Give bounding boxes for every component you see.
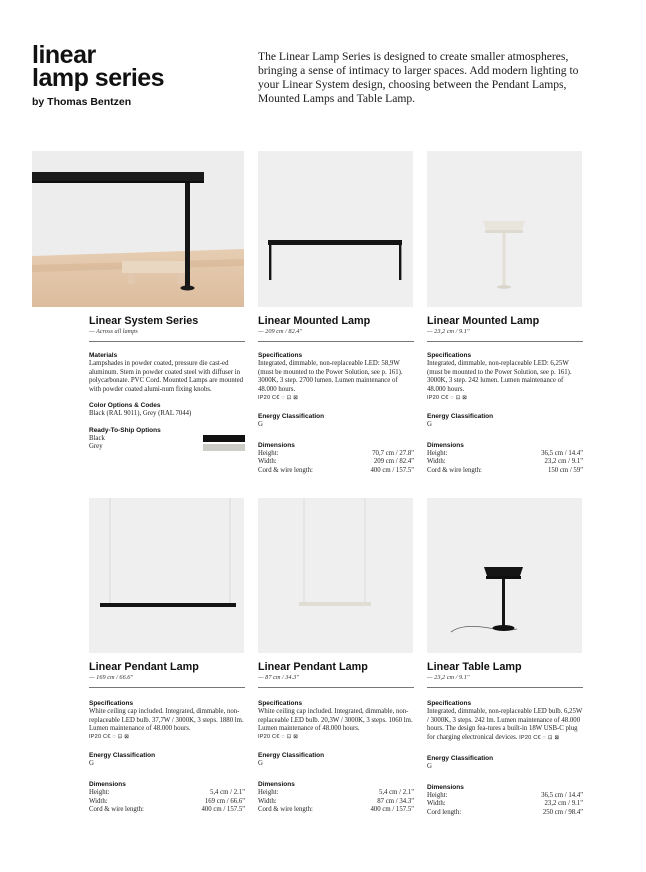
color-swatch-grey — [203, 444, 245, 451]
dimension-row — [427, 809, 583, 818]
dimension-label: Height: — [258, 449, 279, 457]
dimension-label: Width: — [258, 797, 277, 805]
certification-icons: IP20 C€ ◌ ⊡ ⊠ — [89, 734, 130, 741]
dimension-row — [427, 792, 583, 801]
dimension-value: 400 cm / 157.5" — [201, 806, 245, 814]
dimension-value: 36,5 cm / 14.4" — [541, 791, 583, 799]
pendant-lamp-long-illustration — [89, 498, 244, 653]
energy-class: G — [258, 420, 263, 428]
energy-heading: Energy Classification — [427, 412, 494, 420]
dimension-row — [258, 450, 414, 459]
photo-mounted-lamp-small — [427, 151, 582, 307]
dimension-value: 169 cm / 66.6" — [204, 797, 245, 805]
divider — [89, 341, 245, 342]
product-table-lamp — [427, 661, 583, 818]
rts-option-label: Grey — [89, 443, 103, 451]
product-size: — 23,2 cm / 9.1" — [427, 674, 470, 681]
product-linear-system-series — [89, 315, 245, 452]
divider — [89, 687, 245, 688]
pendant-lamp-short-illustration — [258, 498, 413, 653]
color-options-heading: Color Options & Codes — [89, 401, 161, 409]
dimension-row — [89, 798, 245, 807]
product-size: — 87 cm / 34.3" — [258, 674, 299, 681]
dimension-row — [258, 806, 414, 815]
energy-heading: Energy Classification — [89, 752, 156, 760]
dimension-value: 150 cm / 59" — [547, 466, 583, 474]
product-mounted-lamp-23 — [427, 315, 583, 476]
photo-mounted-lamp-long — [258, 151, 413, 307]
dimension-label: Cord & wire length: — [89, 806, 144, 814]
energy-class: G — [427, 762, 432, 770]
dimension-label: Width: — [89, 797, 108, 805]
dimension-label: Width: — [427, 458, 446, 466]
photo-pendant-lamp-short — [258, 498, 413, 653]
intro-text: The Linear Lamp Series is designed to create smaller atmospheres, bringing a sense of intimacy to larger spaces. Add modern lighting to your Linear System design, choosing between the Pendant Lamps, Mounted Lamps and Table Lamp. — [258, 50, 579, 105]
color-swatch-black — [203, 435, 245, 442]
dimension-label: Height: — [427, 449, 448, 457]
dimension-label: Height: — [89, 788, 110, 796]
product-size: — 209 cm / 82.4" — [258, 328, 303, 335]
dimension-row — [427, 458, 583, 467]
specifications-text: Integrated, dimmable, non-replaceable LED: 6,25W (must be mounted to the Power Solution, see p. 161). 3000K, 3 step. 242 lumen. Lumen maintenance of 48.000 hours. — [427, 360, 572, 394]
linear-system-illustration — [32, 151, 244, 307]
title-line-1: linear — [32, 41, 96, 69]
divider — [258, 687, 414, 688]
photo-linear-system — [32, 151, 244, 307]
dimension-label: Cord & wire length: — [258, 466, 313, 474]
energy-class: G — [258, 760, 263, 768]
dimension-value: 250 cm / 98.4" — [542, 808, 583, 816]
dimension-value: 5,4 cm / 2.1" — [378, 788, 414, 796]
dimension-row — [258, 458, 414, 467]
dimensions-heading: Dimensions — [427, 441, 464, 449]
product-name: Linear Mounted Lamp — [427, 315, 540, 327]
divider — [427, 687, 583, 688]
dimension-value: 23,2 cm / 9.1" — [544, 800, 583, 808]
dimensions-heading: Dimensions — [258, 780, 295, 788]
product-size: — Across all lamps — [89, 328, 138, 335]
title-line-2: lamp series — [32, 64, 165, 92]
dimension-label: Width: — [427, 800, 446, 808]
energy-heading: Energy Classification — [258, 412, 325, 420]
rts-option-label: Black — [89, 434, 105, 442]
table-lamp-illustration — [427, 498, 582, 653]
dimension-value: 209 cm / 82.4" — [373, 458, 414, 466]
dimension-row — [427, 800, 583, 809]
dimension-value: 400 cm / 157.5" — [370, 466, 414, 474]
photo-pendant-lamp-long — [89, 498, 244, 653]
specifications-text: Integrated, dimmable, non-replaceable LED: 58,9W (must be mounted to the Power Solution, see p. 161). 3000K, 3 step. 2700 lumen. Lumen maintenance of 48.000 hours. — [258, 360, 403, 394]
divider — [258, 341, 414, 342]
dimension-value: 36,5 cm / 14.4" — [541, 449, 583, 457]
dimensions-heading: Dimensions — [258, 441, 295, 449]
product-pendant-lamp-169 — [89, 661, 245, 815]
dimension-value: 5,4 cm / 2.1" — [209, 788, 245, 796]
dimension-row — [258, 789, 414, 798]
divider — [427, 341, 583, 342]
mounted-lamp-long-illustration — [258, 151, 413, 307]
byline: by Thomas Bentzen — [32, 96, 132, 108]
rts-option-black — [89, 435, 245, 444]
mounted-lamp-small-illustration — [427, 151, 582, 307]
dimension-row — [89, 789, 245, 798]
dimension-value: 87 cm / 34.3" — [377, 797, 414, 805]
product-pendant-lamp-87 — [258, 661, 414, 815]
specifications-heading: Specifications — [89, 700, 134, 707]
dimension-value: 400 cm / 157.5" — [370, 806, 414, 814]
certification-icons: IP20 C€ ◌ ⊡ ⊠ — [258, 394, 299, 401]
specifications-heading: Specifications — [427, 700, 472, 707]
rts-option-grey — [89, 443, 245, 452]
energy-heading: Energy Classification — [258, 752, 325, 760]
dimension-value: 23,2 cm / 9.1" — [544, 458, 583, 466]
specifications-heading: Specifications — [427, 352, 472, 359]
specifications-heading: Specifications — [258, 352, 303, 359]
dimension-label: Cord length: — [427, 808, 462, 816]
dimension-label: Height: — [258, 788, 279, 796]
brand-title — [32, 41, 165, 108]
dimension-row — [89, 806, 245, 815]
dimension-row — [427, 467, 583, 476]
product-mounted-lamp-209 — [258, 315, 414, 476]
specifications-text: White ceiling cap included. Integrated, dimmable, non-replaceable LED bulb. 20,3W / 3000K, 3 steps. 1060 lm. Lumen maintenance of 48.000 hours. — [258, 708, 413, 733]
dimensions-heading: Dimensions — [427, 783, 464, 791]
product-name: Linear Pendant Lamp — [258, 661, 368, 673]
dimension-label: Cord & wire length: — [258, 806, 313, 814]
ready-to-ship-heading: Ready-To-Ship Options — [89, 426, 161, 434]
certification-icons: IP20 C€ ◌ ⊡ ⊠ — [519, 735, 560, 742]
product-name: Linear Mounted Lamp — [258, 315, 371, 327]
specifications-text — [427, 708, 583, 743]
color-options-text: Black (RAL 9011), Grey (RAL 7044) — [89, 409, 192, 417]
dimension-label: Cord & wire length: — [427, 466, 482, 474]
photo-table-lamp — [427, 498, 582, 653]
dimension-row — [427, 450, 583, 459]
energy-class: G — [427, 420, 432, 428]
dimension-value: 70,7 cm / 27.8" — [372, 449, 414, 457]
specifications-body: Integrated, dimmable, non-replaceable LED bulb. 6,25W / 3000K, 3 steps. 242 lm. Lumen maintenance of 48.000 hours. The design fea-tures a built-in 18W USB-C plug for charging electronical devices. — [427, 708, 583, 742]
certification-icons: IP20 C€ ◌ ⊡ ⊠ — [258, 734, 299, 741]
energy-class: G — [89, 760, 94, 768]
dimension-row — [258, 467, 414, 476]
product-size: — 169 cm / 66.6" — [89, 674, 134, 681]
dimensions-heading: Dimensions — [89, 780, 126, 788]
dimension-label: Height: — [427, 791, 448, 799]
energy-heading: Energy Classification — [427, 754, 494, 762]
certification-icons: IP20 C€ ◌ ⊡ ⊠ — [427, 394, 468, 401]
product-name: Linear System Series — [89, 315, 199, 327]
specifications-heading: Specifications — [258, 700, 303, 707]
product-size: — 23,2 cm / 9.1" — [427, 328, 470, 335]
materials-text: Lampshades in powder coated, pressure die cast-ed aluminum. Stem in powder coated steel with diffuser in polycarbonate. PVC Cord. Mounted Lamps are mounted with powder coated alumi-num fixing knobs. — [89, 360, 244, 394]
product-name: Linear Pendant Lamp — [89, 661, 199, 673]
specifications-text: White ceiling cap included. Integrated, dimmable, non-replaceable LED bulb. 37,7W / 3000K, 3 steps. 1880 lm. Lumen maintenance of 48.000 hours. — [89, 708, 244, 733]
materials-heading: Materials — [89, 352, 118, 359]
product-name: Linear Table Lamp — [427, 661, 522, 673]
dimension-label: Width: — [258, 458, 277, 466]
dimension-row — [258, 798, 414, 807]
